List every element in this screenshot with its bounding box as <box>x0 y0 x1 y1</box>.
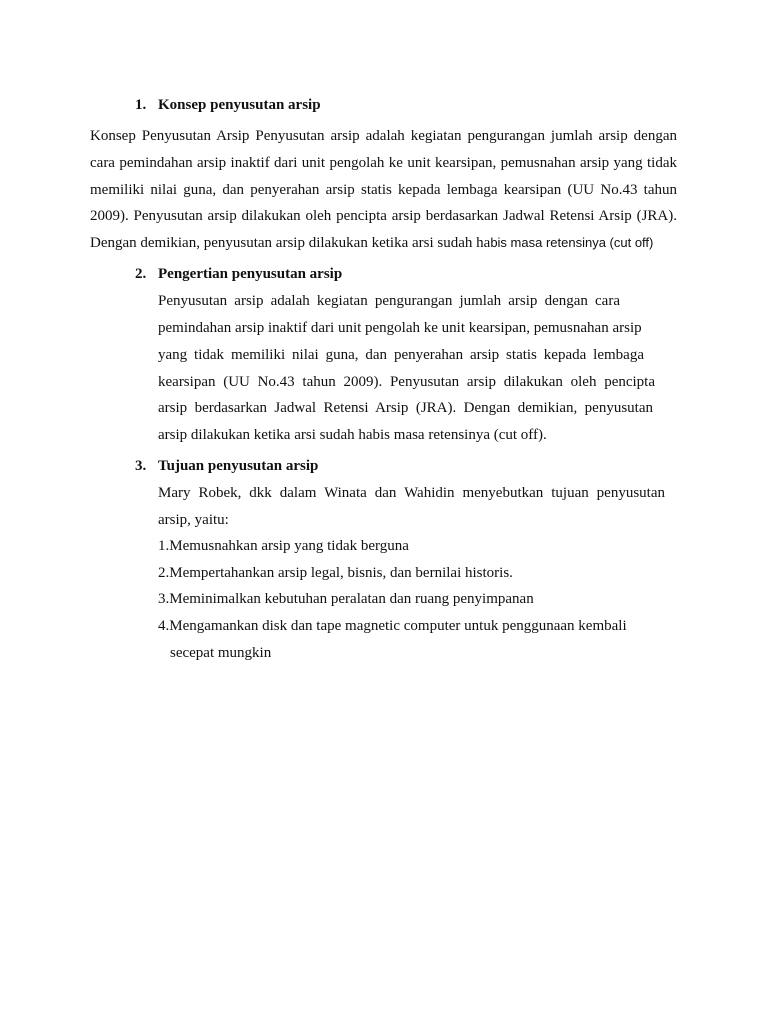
list-item: 2.Mempertahankan arsip legal, bisnis, dan bernilai historis. <box>158 565 513 581</box>
section-2-number: 2. <box>135 266 147 282</box>
section-1-number: 1. <box>135 97 147 113</box>
section-3-intro-line: Mary Robek, dkk dalam Winata dan Wahidin menyebutkan tujuan penyusutan <box>158 485 665 501</box>
section-1-line: 2009). Penyusutan arsip dilakukan oleh pencipta arsip berdasarkan Jadwal Retensi Arsip (JRA). <box>90 208 677 224</box>
section-1-line: Konsep Penyusutan Arsip Penyusutan arsip adalah kegiatan pengurangan jumlah arsip dengan <box>90 128 677 144</box>
list-item: 4.Mengamankan disk dan tape magnetic computer untuk penggunaan kembali <box>158 618 627 634</box>
section-3-intro-line: arsip, yaitu: <box>158 512 229 528</box>
section-3-number: 3. <box>135 458 147 474</box>
section-3-heading <box>135 458 318 475</box>
section-1-line: cara pemindahan arsip inaktif dari unit pengolah ke unit kearsipan, pemusnahan arsip yang tidak <box>90 155 677 171</box>
list-item: 3.Meminimalkan kebutuhan peralatan dan ruang penyimpanan <box>158 591 534 607</box>
section-2-line: arsip dilakukan ketika arsi sudah habis masa retensinya (cut off). <box>158 427 547 443</box>
section-2-line: pemindahan arsip inaktif dari unit pengolah ke unit kearsipan, pemusnahan arsip <box>158 320 642 336</box>
section-2-line: Penyusutan arsip adalah kegiatan pengurangan jumlah arsip dengan cara <box>158 293 620 309</box>
section-2-title: Pengertian penyusutan arsip <box>158 266 343 282</box>
section-3-title: Tujuan penyusutan arsip <box>158 458 319 474</box>
section-1-last-line-part-a: Dengan demikian, penyusutan arsip dilakukan ketika arsi sudah ha <box>90 235 491 251</box>
section-2-heading <box>135 266 342 283</box>
section-1-line: memiliki nilai guna, dan penyerahan arsip statis kepada lembaga kearsipan (UU No.43 tahun <box>90 182 677 198</box>
section-2-line: yang tidak memiliki nilai guna, dan penyerahan arsip statis kepada lembaga <box>158 347 644 363</box>
section-2-line: arsip berdasarkan Jadwal Retensi Arsip (JRA). Dengan demikian, penyusutan <box>158 400 653 416</box>
list-item-continuation: secepat mungkin <box>170 645 272 661</box>
list-item: 1.Memusnahkan arsip yang tidak berguna <box>158 538 409 554</box>
section-1-last-line-part-b: bis masa retensinya (cut off) <box>490 235 654 250</box>
section-1-heading <box>135 97 321 114</box>
section-1-title: Konsep penyusutan arsip <box>158 97 321 113</box>
section-2-line: kearsipan (UU No.43 tahun 2009). Penyusutan arsip dilakukan oleh pencipta <box>158 374 655 390</box>
section-1-last-line <box>90 235 653 252</box>
